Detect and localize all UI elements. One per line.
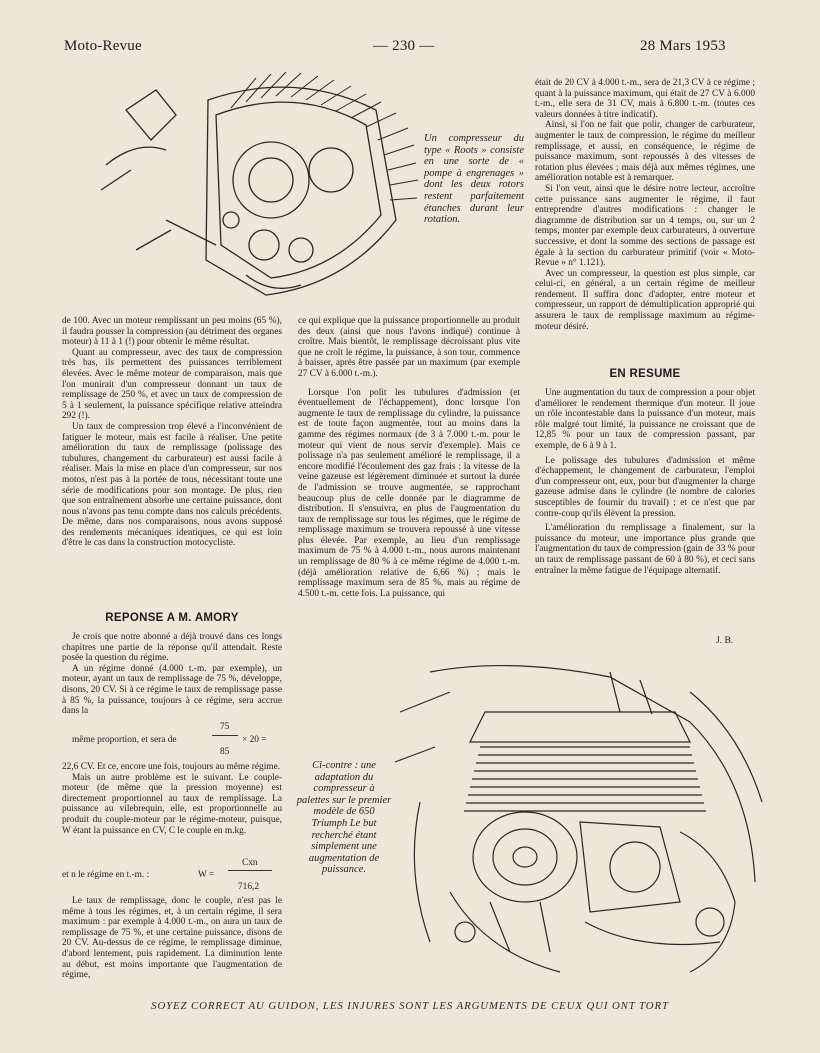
author-signature: J. B.	[716, 636, 734, 646]
journal-name: Moto-Revue	[64, 38, 142, 54]
paragraph: Le taux de remplissage, donc le couple, n'est pas le même à tous les régimes, et, à un certain régime, il sera maximum : par exemple à 4.000 t.-m., on aura un taux de remplissage de 75 %, et une certaine puissance, disons de 20 CV. Au-dessus de ce régime, le remplissage diminue, d'abord lentement, puis rapidement. La diminution lente au début, est moins importante que l'augmentation de régime,	[62, 896, 282, 981]
paragraph: A un régime donné (4.000 t.-m. par exemple), un moteur, ayant un taux de remplissage de 75 %, développe, disons, 20 CV. Si à ce régime le taux de remplissage passe à 85 %, la puissance, toujours à ce régime, sera accrue dans la	[62, 663, 282, 717]
paragraph: Le polissage des tubulures d'admission et même d'échappement, le changement de carburateur, l'emploi d'un compresseur ont, eux, pour but d'augmenter la charge gazeuse admise dans le cylindre (le nombre de calories susceptibles de fournir du travail) ; et ce n'est que par contre-coup qu'ils élèvent la pression.	[535, 455, 755, 519]
bottom-figure-caption: Ci-contre : une adaptation du compresseur à palettes sur le premier modèle de 650 Triumph Le but recherché étant simplement une augmentation de puissance.	[296, 760, 392, 876]
formula-denominator: 85	[220, 747, 230, 757]
paragraph: Lorsque l'on polit les tubulures d'admission (et éventuellement de l'échappement), donc lorsque l'on augmente le taux de remplissage du cylindre, la puissance est de toute façon augmentée, tout au moins dans la gamme des régimes normaux (de 3 à 7.000 t.-m. pour le moteur qui vient de nous servir d'exemple). Mais ce polissage n'a pas seulement amélioré le remplissage, il a encore modifié l'écoulement des gaz frais : la vitesse de la veine gazeuse est légèrement diminuée et surtout la durée de l'admission se trouve augmentée, se rapprochant beaucoup plus de celle donnée par le diagramme de distribution. Il s'ensuivra, en plus de l'augmentation du taux de remplissage sur tous les régimes, que le régime de remplissage maximum se trouvera repoussé à une vitesse plus élevée. Par exemple, au lieu d'un remplissage maximum de 75 % à 4.000 t.-m., nous aurons maintenant un remplissage de 80 % à ce même régime de 4.000 t.-m. (déjà amélioration relative de 6,66 %) ; mais le remplissage maximum sera de 85 %, mais au régime de 4.500 t.-m. cette fois. La puissance, qui	[298, 387, 520, 599]
fraction-bar	[228, 870, 272, 871]
formula-numerator: 75	[220, 722, 230, 732]
col1-intro-text	[62, 316, 282, 549]
fraction-bar	[212, 735, 238, 736]
top-figure-caption: Un compresseur du type « Roots » consiste en une sorte de « pompe à engrenages » dont les deux rotors restent parfaitement étanches durant leur rotation.	[424, 133, 524, 226]
triumph-engine-illustration	[390, 652, 770, 987]
paragraph: Je crois que notre abonné a déjà trouvé dans ces longs chapitres une partie de la réponse qu'il attendait. Reste posée la question du régime.	[62, 632, 282, 664]
col2-text	[298, 316, 520, 599]
col1-mid-text	[62, 762, 282, 836]
formula-denominator: 716,2	[238, 882, 260, 892]
paragraph: Mais un autre problème est le suivant. Le couple-moteur (de même que la pression moyenne) est directement proportionnel au taux de remplissage. La puissance au vilebrequin, elle, est proportionnelle au produit du couple-moteur par le régime-moteur, puisque, W étant la puissance en CV, C le couple en m.kg.	[62, 772, 282, 836]
col3-resume-text	[535, 388, 755, 576]
paragraph: Ainsi, si l'on ne fait que polir, changer de carburateur, augmenter le taux de compression, le régime du meilleur remplissage, et aussi, en conséquence, le régime de puissance maximum, sont repoussés à des vitesses de rotation plus élevées ; mais déjà aux mêmes régimes, une amélioration notable est à remarquer.	[535, 120, 755, 184]
roots-compressor-illustration	[96, 70, 426, 315]
col1-reponse-text	[62, 632, 282, 717]
formula-numerator: Cxn	[242, 858, 258, 868]
paragraph: était de 20 CV à 4.000 t.-m., sera de 21,3 CV à ce régime ; quant à la puissance maximum, qui était de 27 CV à 6.000 t.-m., elle sera de 31 CV, mais à 6.800 t.-m. (toutes ces valeurs données à titre indicatif).	[535, 78, 755, 120]
page-number: — 230 —	[373, 38, 435, 54]
paragraph: Une augmentation du taux de compression a pour objet d'améliorer le rendement thermique d'un moteur. Il joue un rôle incontestable dans la puissance d'un moteur, mais rôle malgré tout limité, la puissance ne croissant que de 12,85 % pour un taux de compression passant, par exemple, de 6 à 9 à 1.	[535, 388, 755, 451]
heading-resume: EN RESUME	[609, 368, 681, 380]
formula-tail: × 20 =	[242, 735, 267, 745]
footer-slogan: SOYEZ CORRECT AU GUIDON, LES INJURES SONT LES ARGUMENTS DE CEUX QUI ONT TORT	[151, 1000, 669, 1012]
paragraph: Un taux de compression trop élevé a l'inconvénient de fatiguer le moteur, mais est facile à réaliser. Une petite amélioration du taux de remplissage (polissage des tubulures, changement du carburateur) est aussi facile à réaliser. Mais la mise en place d'un compresseur, sur nos motos, n'est pas à la portée de tous, nécessitant toute une série de modifications pour son montage. De plus, rien que son entraînement absorbe une certaine puissance, dont nous n'avons pas tenu compte dans nos calculs précédents. De même, dans nos comparaisons, nous avons supposé des rendements mécaniques identiques, ce qui est loin d'être le cas dans la construction motocycliste.	[62, 421, 282, 549]
paragraph: Si l'on veut, ainsi que le désire notre lecteur, accroître cette puissance sans augmenter le régime, il faut entreprendre d'autres modifications : changer le diagramme de distribution sur un 4 temps, ou, sur un 2 temps, monter par exemple deux carburateurs, à ouverture successive, et dont la somme des sections de passage est égale à la section du carburateur primitif (voir « Moto-Revue » n° 1.121).	[535, 183, 755, 269]
paragraph: Quant au compresseur, avec des taux de compression très bas, ils permettent des puissances terriblement élevées. Avec le même moteur de comparaison, mais que l'on munirait d'un compresseur donnant un taux de remplissage de 250 %, et avec un taux de compression de 5 à 1 seulement, la puissance spécifique relative atteindra 292 (!).	[62, 347, 282, 422]
formula-lead: et n le régime en t.-m. :	[62, 870, 150, 880]
paragraph: L'amélioration du remplissage a finalement, sur la puissance du moteur, une importance plus grande que l'augmentation du taux de compression (gain de 33 % pour un taux de remplissage passant de 60 à 80 %), et ceci sans entraîner la même fatigue de l'équipage alternatif.	[535, 523, 755, 576]
paragraph: 22,6 CV. Et ce, encore une fois, toujours au même régime.	[62, 762, 281, 772]
issue-date: 28 Mars 1953	[640, 38, 726, 54]
formula-power	[62, 858, 282, 892]
formula-w: W =	[198, 870, 215, 880]
heading-reponse: REPONSE A M. AMORY	[105, 612, 239, 624]
formula-lead: même proportion, et sera de	[72, 735, 177, 745]
col1-bottom-text	[62, 896, 282, 981]
col3-top-text	[535, 78, 755, 332]
paragraph: Avec un compresseur, la question est plus simple, car celui-ci, en général, a un certain régime de meilleur rendement. Il suffira donc d'adopter, entre moteur et compresseur, un rapport de démultiplication approprié qui assurera le taux de remplissage maximum au régime-moteur désiré.	[535, 268, 755, 332]
paragraph: de 100. Avec un moteur remplissant un peu moins (65 %), il faudra pousser la compression (au détriment des organes moteur) à 11 à 1 (!) pour obtenir le même résultat.	[62, 316, 282, 348]
paragraph: ce qui explique que la puissance proportionnelle au produit des deux (ainsi que nous l'avons indiqué) continue à croître. Mais bientôt, le remplissage décroissant plus vite que ne croît le régime, la puissance, à son tour, commence à baisser, après être passée par un maximum (par exemple 27 CV à 6.000 t.-m.).	[298, 316, 520, 379]
formula-proportion	[72, 722, 284, 756]
